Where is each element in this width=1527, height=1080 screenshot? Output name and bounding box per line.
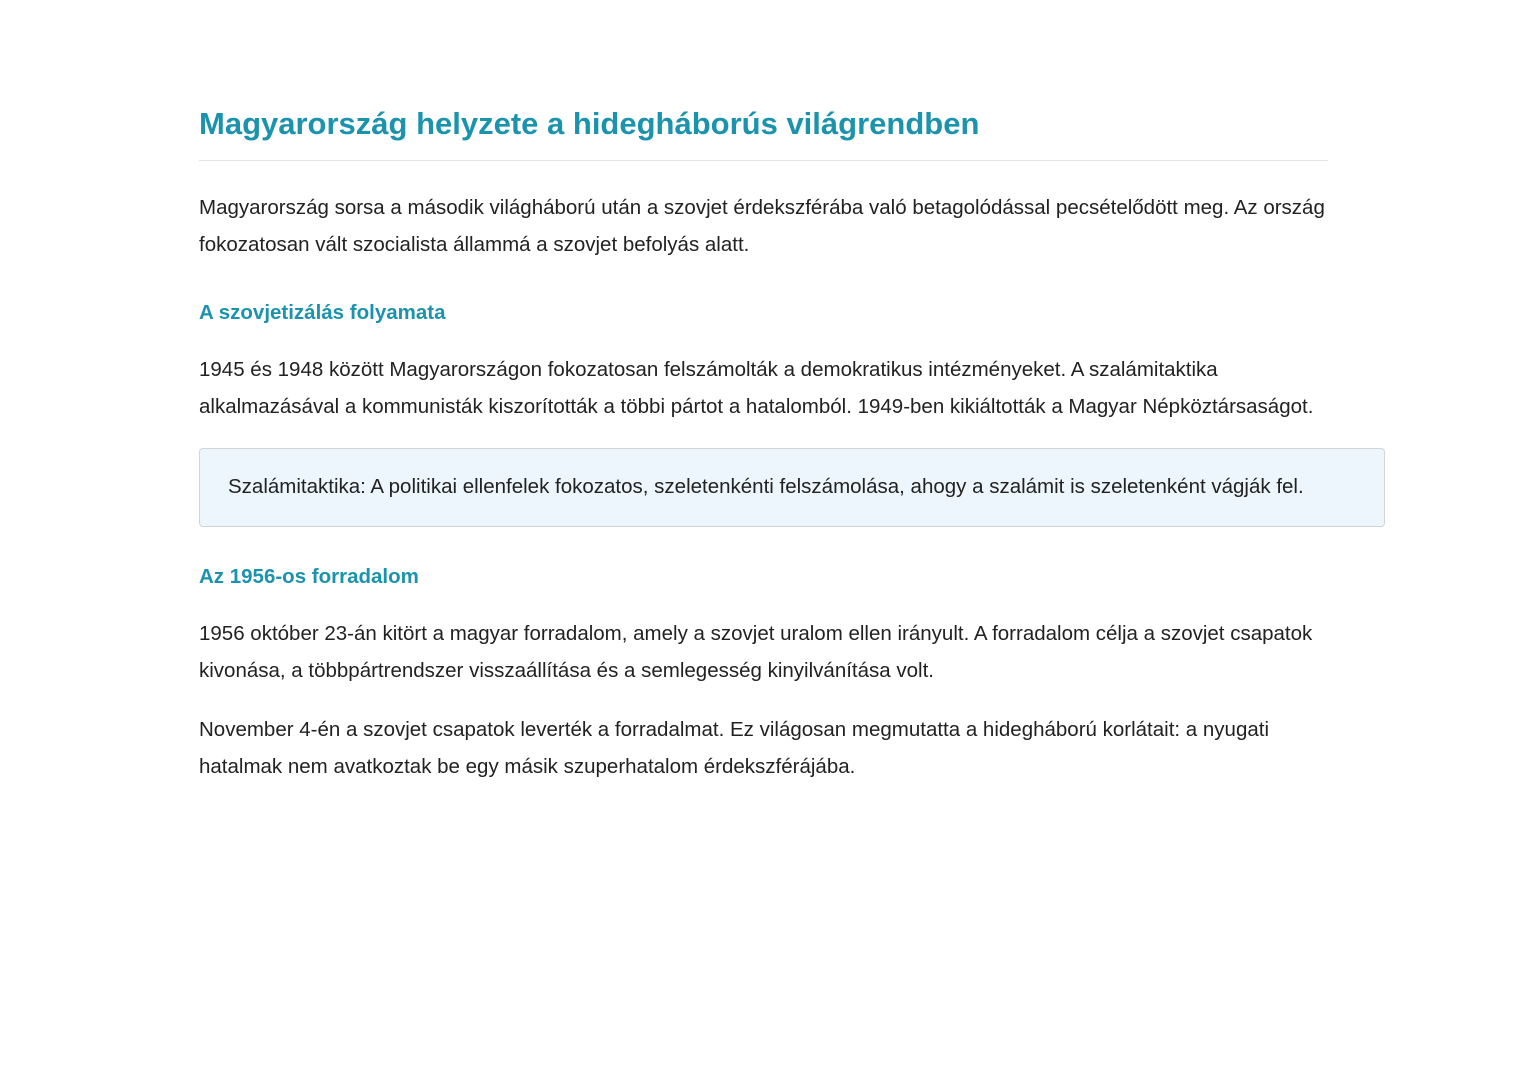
callout-text: Szalámitaktika: A politikai ellenfelek fokozatos, szeletenkénti felszámolása, ahogy a szalámit is szeletenként vágják fel.	[228, 475, 1304, 498]
section-heading-sovietization: A szovjetizálás folyamata	[199, 301, 446, 324]
page-title: Magyarország helyzete a hidegháborús világrendben	[199, 98, 1328, 161]
sovietization-paragraph: 1945 és 1948 között Magyarországon fokozatosan felszámolták a demokratikus intézményeket. A szalámitaktika alkalmazásával a kommunisták kiszorították a többi pártot a hatalomból. 1949-ben kikiáltották a Magyar Népköztársaságot.	[199, 358, 1314, 418]
revolution-paragraph-1: 1956 október 23-án kitört a magyar forradalom, amely a szovjet uralom ellen irányult. A forradalom célja a szovjet csapatok kivonása, a többpártrendszer visszaállítása és a semlegesség kinyilvánítása volt.	[199, 622, 1313, 682]
document-page	[199, 98, 1385, 785]
definition-callout	[199, 448, 1385, 527]
intro-paragraph: Magyarország sorsa a második világháború után a szovjet érdekszférába való betagolódással pecsételődött meg. Az ország fokozatosan vált szocialista állammá a szovjet befolyás alatt.	[199, 196, 1325, 256]
section-heading-1956-revolution: Az 1956-os forradalom	[199, 565, 419, 588]
revolution-paragraph-2: November 4-én a szovjet csapatok leverték a forradalmat. Ez világosan megmutatta a hidegháború korlátait: a nyugati hatalmak nem avatkoztak be egy másik szuperhatalom érdekszférájába.	[199, 718, 1269, 778]
